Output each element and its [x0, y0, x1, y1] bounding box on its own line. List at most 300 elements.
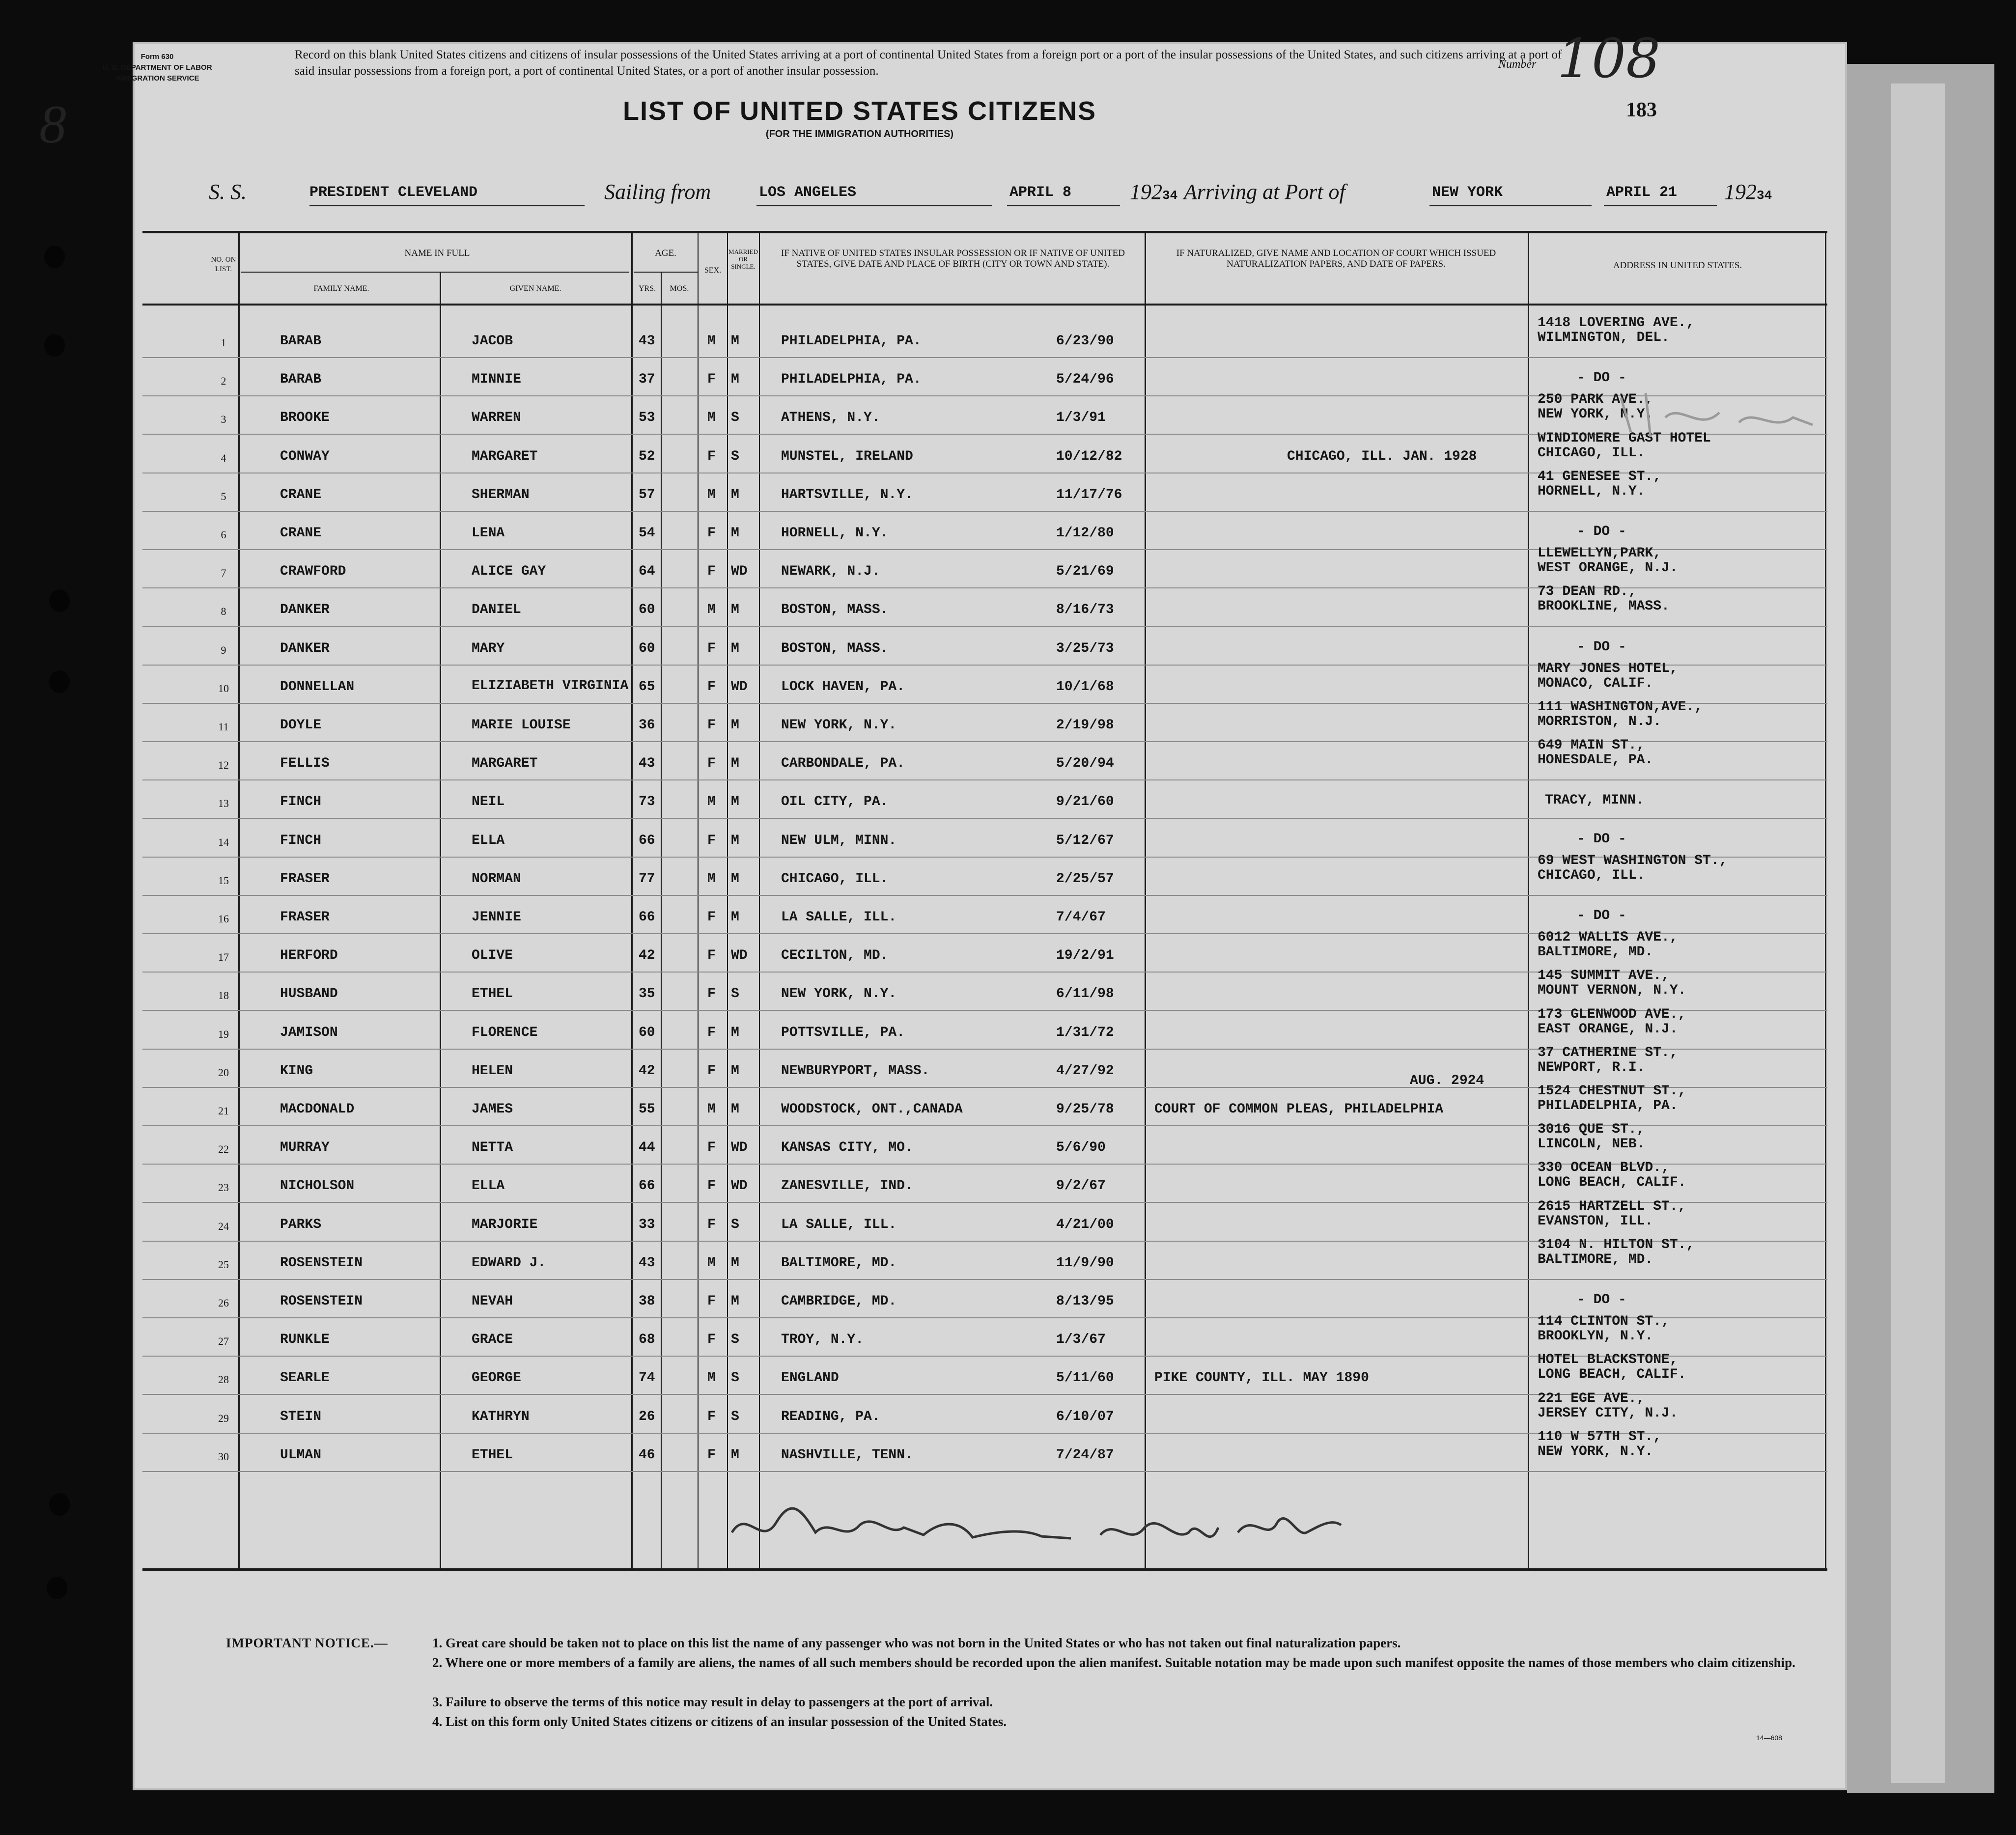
col-header-family: FAMILY NAME.: [313, 284, 369, 293]
ship-name: PRESIDENT CLEVELAND: [309, 184, 478, 201]
marital-status: WD: [731, 1178, 748, 1194]
row-number: 6: [221, 528, 226, 541]
birth-date: 6/10/07: [1056, 1409, 1114, 1424]
address-line-2: EAST ORANGE, N.J.: [1538, 1021, 1678, 1037]
age-years: 74: [639, 1370, 655, 1386]
table-top-border: [142, 231, 1827, 233]
col-header-birth: IF NATIVE OF UNITED STATES INSULAR POSSESSION OR IF NATIVE OF UNITED STATES, GIVE DATE AND PLACE OF BIRTH (CITY OR TOWN AND STATE).: [781, 248, 1125, 269]
notice-item: 4. List on this form only United States citizens or citizens of an insular possession of the United States.: [432, 1714, 1007, 1729]
family-name: FINCH: [280, 794, 322, 810]
col-header-naturalized: IF NATURALIZED, GIVE NAME AND LOCATION OF COURT WHICH ISSUED NATURALIZATION PAPERS, AND DATE OF PAPERS.: [1176, 248, 1496, 269]
address-line-1: - DO -: [1577, 908, 1626, 923]
row-number: 26: [218, 1297, 229, 1309]
family-name: BROOKE: [280, 410, 330, 426]
address-line-1: 37 CATHERINE ST.,: [1538, 1045, 1678, 1060]
row-number: 27: [218, 1335, 229, 1348]
address-line-2: NEWPORT, R.I.: [1538, 1059, 1645, 1075]
sex: F: [707, 910, 716, 925]
marital-status: M: [731, 334, 739, 349]
given-name: ETHEL: [472, 986, 513, 1002]
sex: F: [707, 448, 716, 464]
given-name: ELLA: [472, 833, 505, 848]
address-line-2: HONESDALE, PA.: [1538, 752, 1653, 768]
row-number: 9: [221, 643, 226, 656]
birthplace: ZANESVILLE, IND.: [781, 1178, 913, 1194]
address-line-2: TRACY, MINN.: [1545, 793, 1644, 808]
address-line-2: BALTIMORE, MD.: [1538, 945, 1653, 960]
punch-hole: [44, 246, 65, 268]
address-line-2: LONG BEACH, CALIF.: [1538, 1175, 1686, 1191]
sex: F: [707, 1294, 716, 1309]
sex: F: [707, 1178, 716, 1194]
document-title: LIST OF UNITED STATES CITIZENS: [623, 96, 1096, 126]
age-years: 43: [639, 334, 655, 349]
row-number: 1: [221, 336, 226, 349]
birth-date: 2/19/98: [1056, 718, 1114, 733]
family-name: MACDONALD: [280, 1102, 355, 1117]
address-line-1: 3104 N. HILTON ST.,: [1538, 1237, 1695, 1252]
col-header-no: NO. ON LIST.: [211, 256, 236, 273]
age-years: 46: [639, 1447, 655, 1463]
address-line-2: MOUNT VERNON, N.Y.: [1538, 983, 1686, 999]
family-name: MURRAY: [280, 1140, 330, 1156]
birth-date: 7/24/87: [1056, 1447, 1114, 1463]
sex: F: [707, 1447, 716, 1463]
row-number: 3: [221, 413, 226, 426]
marital-status: S: [731, 410, 739, 426]
address-line-1: 1418 LOVERING AVE.,: [1538, 315, 1695, 331]
age-years: 68: [639, 1332, 655, 1348]
arrival-port: NEW YORK: [1432, 184, 1503, 201]
arrival-date: APRIL 21: [1606, 184, 1678, 201]
birthplace: NEW ULM, MINN.: [781, 833, 897, 848]
sex: F: [707, 1140, 716, 1156]
birth-date: 9/21/60: [1056, 794, 1114, 810]
document-subtitle: (FOR THE IMMIGRATION AUTHORITIES): [765, 129, 954, 139]
given-name: ELIZIABETH VIRGINIA: [472, 678, 629, 694]
handwritten-corner-mark: 8: [39, 94, 66, 154]
birth-date: 5/11/60: [1056, 1370, 1114, 1386]
family-name: ROSENSTEIN: [280, 1255, 363, 1271]
family-name: KING: [280, 1063, 313, 1079]
birthplace: NEW YORK, N.Y.: [781, 718, 897, 733]
sex: M: [707, 1255, 716, 1271]
address-line-2: CHICAGO, ILL.: [1538, 445, 1645, 461]
age-years: 60: [639, 640, 655, 656]
pencil-annotation: [1616, 388, 1822, 447]
row-number: 22: [218, 1143, 229, 1156]
birth-date: 1/3/91: [1056, 410, 1106, 426]
birthplace: CECILTON, MD.: [781, 948, 889, 964]
family-name: BARAB: [280, 372, 322, 388]
address-line-1: 221 EGE AVE.,: [1538, 1390, 1645, 1406]
marital-status: M: [731, 1102, 739, 1117]
sex: M: [707, 1370, 716, 1386]
marital-status: WD: [731, 1140, 748, 1156]
birth-date: 10/12/82: [1056, 448, 1122, 464]
notice-item: 3. Failure to observe the terms of this notice may result in delay to passengers at the port of arrival.: [432, 1695, 993, 1709]
given-name: ELLA: [472, 1178, 505, 1194]
marital-status: S: [731, 986, 739, 1002]
birth-date: 1/31/72: [1056, 1025, 1114, 1040]
punch-hole: [49, 670, 70, 693]
age-years: 38: [639, 1294, 655, 1309]
birth-date: 11/9/90: [1056, 1255, 1114, 1271]
birth-date: 8/13/95: [1056, 1294, 1114, 1309]
row-number: 18: [218, 989, 229, 1002]
birthplace: POTTSVILLE, PA.: [781, 1025, 905, 1040]
sex: F: [707, 718, 716, 733]
address-line-1: HOTEL BLACKSTONE,: [1538, 1352, 1678, 1368]
birth-date: 8/16/73: [1056, 602, 1114, 618]
birthplace: NEWARK, N.J.: [781, 564, 880, 580]
given-name: FLORENCE: [472, 1025, 538, 1040]
marital-status: M: [731, 1063, 739, 1079]
table-row: [142, 782, 1827, 821]
birthplace: KANSAS CITY, MO.: [781, 1140, 913, 1156]
family-name: ULMAN: [280, 1447, 322, 1463]
notice-item: 1. Great care should be taken not to place on this list the name of any passenger who was not born in the United States or who has not taken out final naturalization papers.: [432, 1636, 1401, 1650]
age-years: 35: [639, 986, 655, 1002]
year-prefix: 192: [1724, 180, 1757, 204]
address-line-1: - DO -: [1577, 831, 1626, 847]
form-footer-code: 14—608: [1756, 1734, 1782, 1742]
family-name: JAMISON: [280, 1025, 338, 1040]
arrival-year: [1724, 179, 1772, 204]
given-name: JACOB: [472, 334, 513, 349]
punch-hole: [47, 1577, 67, 1599]
naturalization-court: COURT OF COMMON PLEAS, PHILADELPHIA: [1154, 1102, 1444, 1117]
address-line-2: LONG BEACH, CALIF.: [1538, 1367, 1686, 1383]
family-name: DANKER: [280, 602, 330, 618]
address-line-2: MORRISTON, N.J.: [1538, 714, 1662, 729]
age-years: 44: [639, 1140, 655, 1156]
fill-line: [756, 205, 992, 206]
birth-date: 19/2/91: [1056, 948, 1114, 964]
address-line-1: 145 SUMMIT AVE.,: [1538, 968, 1670, 984]
row-number: 7: [221, 567, 226, 580]
marital-status: S: [731, 448, 739, 464]
family-name: HUSBAND: [280, 986, 338, 1002]
family-name: CRANE: [280, 487, 322, 502]
family-name: BARAB: [280, 334, 322, 349]
page-edge-stack: [1891, 83, 1945, 1783]
family-name: HERFORD: [280, 948, 338, 964]
row-number: 28: [218, 1373, 229, 1386]
address-line-2: JERSEY CITY, N.J.: [1538, 1405, 1678, 1421]
given-name: DANIEL: [472, 602, 521, 618]
marital-status: WD: [731, 948, 748, 964]
birthplace: LA SALLE, ILL.: [781, 910, 897, 925]
sex: M: [707, 871, 716, 887]
age-years: 26: [639, 1409, 655, 1424]
birth-date: 10/1/68: [1056, 679, 1114, 695]
table-row: [142, 469, 1827, 514]
sex: F: [707, 1063, 716, 1079]
marital-status: M: [731, 1447, 739, 1463]
family-name: CRAWFORD: [280, 564, 346, 580]
given-name: WARREN: [472, 410, 521, 426]
name-subheader-rule: [241, 272, 629, 273]
sex: M: [707, 794, 716, 810]
birthplace: CAMBRIDGE, MD.: [781, 1294, 897, 1309]
given-name: MARGARET: [472, 448, 538, 464]
birthplace: HORNELL, N.Y.: [781, 526, 889, 541]
marital-status: M: [731, 1255, 739, 1271]
form-instructions: Record on this blank United States citizens and citizens of insular possessions of the United States arriving at a port of continental United States from a foreign port or a port of the insular possessions of the United States, and such citizens arriving at a port of said insular possessions from a foreign port, a port of continental United States, or a port of another insular possession.: [295, 48, 1562, 78]
year-suffix: 34: [1757, 188, 1772, 203]
marital-status: M: [731, 526, 739, 541]
page-number: 183: [1626, 99, 1657, 121]
address-line-1: MARY JONES HOTEL,: [1538, 661, 1678, 676]
row-number: 8: [221, 605, 226, 618]
family-name: DONNELLAN: [280, 679, 355, 695]
given-name: JENNIE: [472, 910, 521, 925]
marital-status: WD: [731, 679, 748, 695]
table-row: [142, 738, 1827, 782]
row-number: 23: [218, 1181, 229, 1194]
number-label: Number: [1498, 58, 1537, 71]
birthplace: NEWBURYPORT, MASS.: [781, 1063, 930, 1079]
address-line-2: CHICAGO, ILL.: [1538, 867, 1645, 883]
family-name: CRANE: [280, 526, 322, 541]
birthplace: ENGLAND: [781, 1370, 839, 1386]
family-name: FRASER: [280, 871, 330, 887]
family-name: DANKER: [280, 640, 330, 656]
form-identifier: [93, 52, 221, 84]
age-years: 60: [639, 602, 655, 618]
given-name: ALICE GAY: [472, 564, 546, 580]
row-number: 25: [218, 1258, 229, 1271]
address-line-1: - DO -: [1577, 1292, 1626, 1307]
birthplace: TROY, N.Y.: [781, 1332, 864, 1348]
birthplace: READING, PA.: [781, 1409, 880, 1424]
birthplace: PHILADELPHIA, PA.: [781, 334, 922, 349]
birth-date: 11/17/76: [1056, 487, 1122, 502]
row-number: 30: [218, 1450, 229, 1463]
col-header-marital: MARRIED OR SINGLE.: [728, 248, 758, 270]
marital-status: M: [731, 910, 739, 925]
family-name: FELLIS: [280, 756, 330, 772]
address-line-2: NEW YORK, N.Y.: [1538, 407, 1653, 422]
row-number: 21: [218, 1105, 229, 1117]
address-line-1: - DO -: [1577, 370, 1626, 386]
marital-status: S: [731, 1409, 739, 1424]
row-number: 12: [218, 759, 229, 772]
address-line-2: WILMINGTON, DEL.: [1538, 330, 1670, 345]
notice-item: 2. Where one or more members of a family are aliens, the names of all such members should be recorded upon the alien manifest. Suitable notation may be made upon such manifest opposite the names of those members who claim citizenship.: [432, 1655, 1795, 1670]
birthplace: NASHVILLE, TENN.: [781, 1447, 913, 1463]
birthplace: MUNSTEL, IRELAND: [781, 448, 913, 464]
address-line-1: - DO -: [1577, 524, 1626, 539]
family-name: FRASER: [280, 910, 330, 925]
given-name: OLIVE: [472, 948, 513, 964]
sailing-label: Sailing from: [604, 180, 711, 204]
sex: F: [707, 1025, 716, 1040]
sex: F: [707, 526, 716, 541]
table-bottom-border: [142, 1568, 1827, 1571]
address-line-1: - DO -: [1577, 639, 1626, 655]
family-name: DOYLE: [280, 718, 322, 733]
given-name: GEORGE: [472, 1370, 521, 1386]
sex: F: [707, 564, 716, 580]
address-line-2: NEW YORK, N.Y.: [1538, 1444, 1653, 1459]
address-line-1: 250 PARK AVE.,: [1538, 392, 1653, 408]
address-line-2: BALTIMORE, MD.: [1538, 1251, 1653, 1267]
age-years: 37: [639, 372, 655, 388]
naturalization-court: PIKE COUNTY, ILL. MAY 1890: [1154, 1370, 1369, 1386]
col-header-mos: MOS.: [670, 284, 689, 293]
sex: F: [707, 1332, 716, 1348]
marital-status: M: [731, 1025, 739, 1040]
row-number: 20: [218, 1066, 229, 1079]
age-years: 54: [639, 526, 655, 541]
marital-status: M: [731, 372, 739, 388]
address-line-2: LINCOLN, NEB.: [1538, 1137, 1645, 1152]
age-years: 43: [639, 756, 655, 772]
sex: M: [707, 1102, 716, 1117]
age-years: 66: [639, 1178, 655, 1194]
birthplace: CARBONDALE, PA.: [781, 756, 905, 772]
year-prefix: 192: [1130, 180, 1162, 204]
col-header-address: ADDRESS IN UNITED STATES.: [1613, 260, 1742, 271]
address-line-1: 73 DEAN RD.,: [1538, 584, 1637, 600]
family-name: FINCH: [280, 833, 322, 848]
form-number: Form 630: [140, 53, 174, 61]
departure-port: LOS ANGELES: [759, 184, 857, 201]
punch-hole: [49, 589, 70, 612]
family-name: STEIN: [280, 1409, 322, 1424]
row-number: 19: [218, 1028, 229, 1040]
birthplace: BOSTON, MASS.: [781, 640, 889, 656]
birth-date: 6/23/90: [1056, 334, 1114, 349]
marital-status: S: [731, 1217, 739, 1232]
address-line-2: WEST ORANGE, N.J.: [1538, 560, 1678, 576]
address-line-2: PHILADELPHIA, PA.: [1538, 1098, 1678, 1113]
given-name: ETHEL: [472, 1447, 513, 1463]
birth-date: 5/12/67: [1056, 833, 1114, 848]
table-row: [142, 853, 1827, 898]
given-name: MARY: [472, 640, 505, 656]
marital-status: S: [731, 1370, 739, 1386]
family-name: ROSENSTEIN: [280, 1294, 363, 1309]
birthplace: OIL CITY, PA.: [781, 794, 889, 810]
address-line-1: 2615 HARTZELL ST.,: [1538, 1198, 1686, 1214]
birth-date: 4/27/92: [1056, 1063, 1114, 1079]
address-line-1: 3016 QUE ST.,: [1538, 1122, 1645, 1138]
marital-status: M: [731, 833, 739, 848]
departure-year: [1130, 179, 1177, 204]
age-years: 55: [639, 1102, 655, 1117]
birth-date: 7/4/67: [1056, 910, 1106, 925]
birthplace: PHILADELPHIA, PA.: [781, 372, 922, 388]
birth-date: 9/25/78: [1056, 1102, 1114, 1117]
given-name: HELEN: [472, 1063, 513, 1079]
col-header-sex: SEX.: [704, 266, 722, 275]
age-years: 36: [639, 718, 655, 733]
given-name: KATHRYN: [472, 1409, 530, 1424]
row-number: 13: [218, 797, 229, 810]
given-name: NORMAN: [472, 871, 521, 887]
row-number: 5: [221, 490, 226, 502]
sex: F: [707, 756, 716, 772]
birthplace: WOODSTOCK, ONT.,CANADA: [781, 1102, 963, 1117]
fill-line: [1604, 205, 1717, 206]
year-suffix: 34: [1162, 188, 1178, 203]
family-name: SEARLE: [280, 1370, 330, 1386]
birth-date: 3/25/73: [1056, 640, 1114, 656]
marital-status: M: [731, 718, 739, 733]
sex: F: [707, 986, 716, 1002]
col-header-age: AGE.: [655, 248, 676, 258]
marital-status: M: [731, 487, 739, 502]
age-years: 42: [639, 948, 655, 964]
row-number: 15: [218, 874, 229, 887]
age-years: 33: [639, 1217, 655, 1232]
birthplace: HARTSVILLE, N.Y.: [781, 487, 913, 502]
arriving-label: Arriving at Port of: [1184, 180, 1345, 204]
marital-status: M: [731, 871, 739, 887]
birthplace: LOCK HAVEN, PA.: [781, 679, 905, 695]
given-name: MINNIE: [472, 372, 521, 388]
row-number: 24: [218, 1220, 229, 1232]
address-line-2: EVANSTON, ILL.: [1538, 1213, 1653, 1229]
age-years: 66: [639, 833, 655, 848]
row-number: 29: [218, 1412, 229, 1424]
age-years: 65: [639, 679, 655, 695]
address-line-1: 173 GLENWOOD AVE.,: [1538, 1006, 1686, 1022]
sex: M: [707, 602, 716, 618]
row-number: 4: [221, 451, 226, 464]
marital-status: M: [731, 602, 739, 618]
age-years: 77: [639, 871, 655, 887]
marital-status: M: [731, 794, 739, 810]
given-name: NETTA: [472, 1140, 513, 1156]
sex: M: [707, 410, 716, 426]
table-row: [142, 315, 1827, 360]
birthplace: CHICAGO, ILL.: [781, 871, 889, 887]
fill-line: [1429, 205, 1592, 206]
given-name: LENA: [472, 526, 505, 541]
address-line-2: MONACO, CALIF.: [1538, 675, 1653, 691]
family-name: RUNKLE: [280, 1332, 330, 1348]
address-line-1: 111 WASHINGTON,AVE.,: [1538, 699, 1703, 715]
row-number: 14: [218, 835, 229, 848]
given-name: NEVAH: [472, 1294, 513, 1309]
fill-line: [309, 205, 585, 206]
address-line-2: BROOKLYN, N.Y.: [1538, 1329, 1653, 1344]
address-line-2: BROOKLINE, MASS.: [1538, 599, 1670, 614]
address-line-1: 1524 CHESTNUT ST.,: [1538, 1084, 1686, 1099]
punch-hole: [44, 334, 65, 357]
address-line-1: 649 MAIN ST.,: [1538, 738, 1645, 753]
birth-date: 1/3/67: [1056, 1332, 1106, 1348]
naturalization-court: AUG. 2924: [1410, 1073, 1484, 1088]
marital-status: M: [731, 640, 739, 656]
table-row: [142, 1429, 1827, 1474]
fill-line: [1007, 205, 1120, 206]
sex: F: [707, 1409, 716, 1424]
address-line-2: HORNELL, N.Y.: [1538, 483, 1645, 499]
marital-status: M: [731, 1294, 739, 1309]
address-line-1: 110 W 57TH ST.,: [1538, 1429, 1662, 1445]
family-name: PARKS: [280, 1217, 322, 1232]
ss-label: S. S.: [209, 180, 247, 204]
given-name: GRACE: [472, 1332, 513, 1348]
sex: F: [707, 640, 716, 656]
marital-status: S: [731, 1332, 739, 1348]
address-line-1: 69 WEST WASHINGTON ST.,: [1538, 853, 1728, 868]
